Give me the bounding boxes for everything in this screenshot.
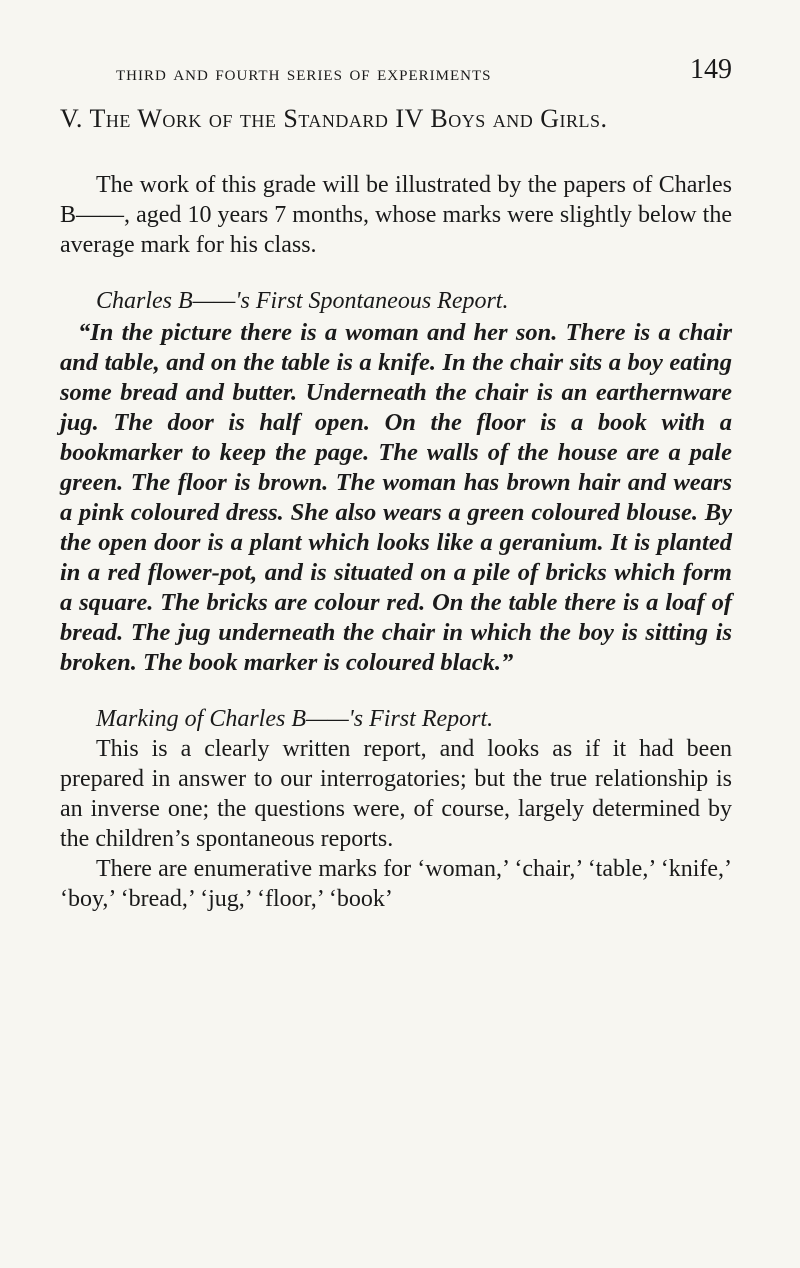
marking-paragraph-1: This is a clearly written report, and looks as if it had been prepared in answer to our interrogatories; but the true relationship is an inverse one; the questions were, of course, largely determined by the children’s spontaneous reports. (60, 736, 732, 852)
section-heading: V. The Work of the Standard IV Boys and Girls. (60, 104, 608, 133)
first-report-heading: Charles B——'s First Spontaneous Report. (96, 288, 509, 314)
marking-heading: Marking of Charles B——'s First Report. (96, 706, 494, 732)
intro-paragraph: The work of this grade will be illustrated by the papers of Charles B——, aged 10 years 7 months, whose marks were slightly below the average mark for his class. (60, 172, 732, 258)
running-header (60, 54, 732, 94)
first-report-text: “In the picture there is a woman and her son. There is a chair and table, and on the table is a knife. In the chair sits a boy eating some bread and butter. Underneath the chair is an earthernware jug. The door is half open. On the floor is a book with a bookmarker to keep the page. The walls of the house are a pale green. The floor is brown. The woman has brown hair and wears a pink coloured dress. She also wears a green coloured blouse. By the open door is a plant which looks like a geranium. It is planted in a red flower-pot, and is situated on a pile of bricks which form a square. The bricks are colour red. On the table there is a loaf of bread. The jug underneath the chair in which the boy is sitting is broken. The book marker is coloured black.” (60, 319, 732, 676)
book-page (60, 54, 732, 914)
running-title: third and fourth series of experiments (116, 60, 492, 85)
page-number: 149 (690, 54, 732, 85)
marking-paragraph-2: There are enumerative marks for ‘woman,’ ‘chair,’ ‘table,’ ‘knife,’ ‘boy,’ ‘bread,’ ‘jug,’ ‘floor,’ ‘book’ (60, 856, 732, 912)
